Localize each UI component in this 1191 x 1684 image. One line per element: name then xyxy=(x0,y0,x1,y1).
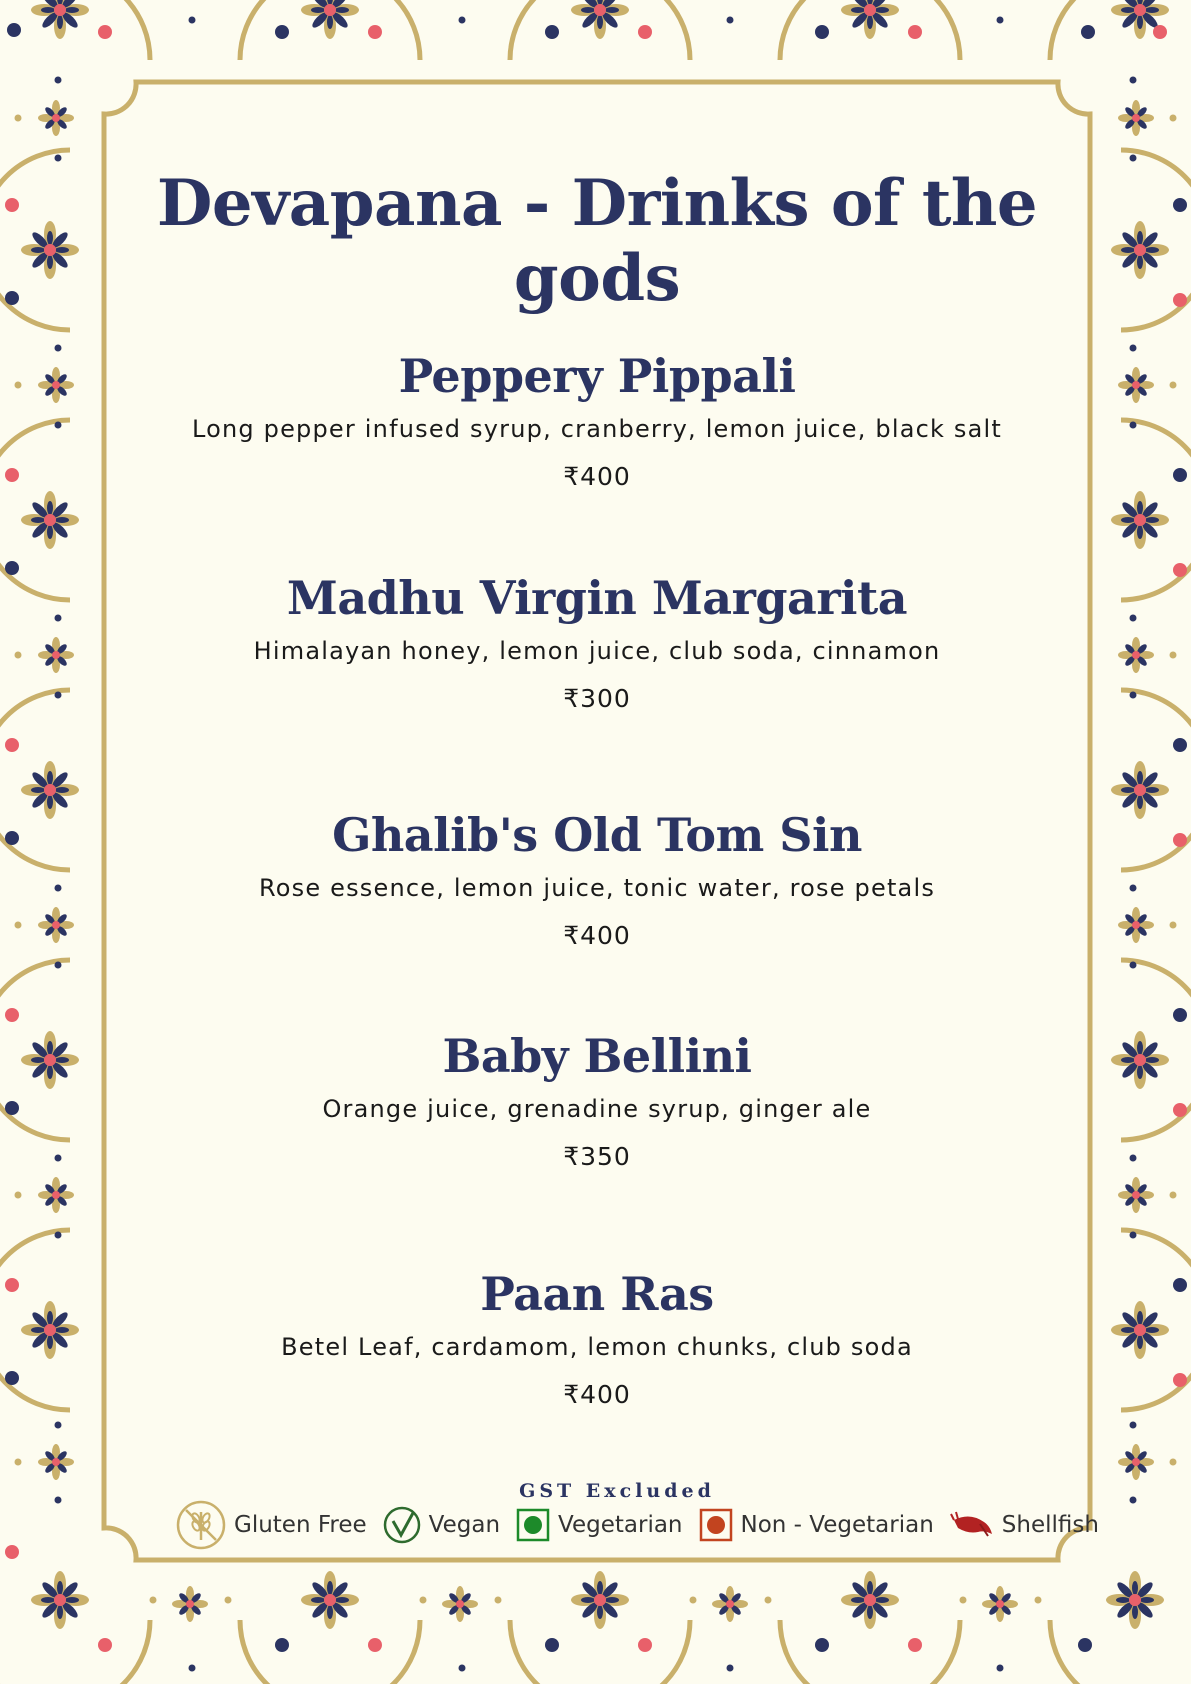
non-veg-dot-icon xyxy=(699,1508,733,1542)
menu-item xyxy=(100,1028,1094,1174)
item-price: ₹400 xyxy=(563,921,631,950)
menu-title: Devapana - Drinks of the gods xyxy=(156,166,1038,316)
menu-item xyxy=(100,348,1094,494)
item-price: ₹300 xyxy=(563,684,631,713)
legend-non-vegetarian xyxy=(699,1508,934,1542)
legend-label: Vegetarian xyxy=(558,1512,683,1538)
lobster-icon xyxy=(950,1510,994,1540)
item-name: Baby Bellini xyxy=(442,1029,752,1083)
item-price: ₹400 xyxy=(563,462,631,491)
item-name: Ghalib's Old Tom Sin xyxy=(332,808,862,862)
gst-note: GST Excluded xyxy=(519,1480,715,1502)
vegan-v-icon xyxy=(383,1506,421,1544)
item-name: Peppery Pippali xyxy=(398,349,796,403)
menu-item xyxy=(100,1266,1094,1412)
legend-vegan xyxy=(383,1506,500,1544)
legend-label: Gluten Free xyxy=(234,1512,367,1538)
wheat-icon xyxy=(176,1500,226,1550)
dietary-legend xyxy=(176,1500,1115,1550)
veg-dot-icon xyxy=(516,1508,550,1542)
item-price: ₹350 xyxy=(563,1142,631,1171)
item-description: Orange juice, grenadine syrup, ginger ale xyxy=(322,1095,872,1123)
legend-shellfish xyxy=(950,1510,1099,1540)
legend-label: Non - Vegetarian xyxy=(740,1512,934,1538)
legend-label: Shellfish xyxy=(1001,1512,1099,1538)
legend-gluten-free xyxy=(176,1500,367,1550)
item-description: Rose essence, lemon juice, tonic water, rose petals xyxy=(258,874,936,902)
item-description: Himalayan honey, lemon juice, club soda, cinnamon xyxy=(253,637,941,665)
legend-vegetarian xyxy=(516,1508,682,1542)
item-description: Betel Leaf, cardamom, lemon chunks, club soda xyxy=(281,1333,913,1361)
item-price: ₹400 xyxy=(563,1380,631,1409)
item-description: Long pepper infused syrup, cranberry, lemon juice, black salt xyxy=(191,415,1003,443)
menu-item xyxy=(100,570,1094,716)
item-name: Paan Ras xyxy=(480,1267,714,1321)
legend-label: Vegan xyxy=(428,1512,501,1538)
item-name: Madhu Virgin Margarita xyxy=(286,571,908,625)
menu-item xyxy=(100,807,1094,953)
menu-panel xyxy=(100,78,1094,1564)
